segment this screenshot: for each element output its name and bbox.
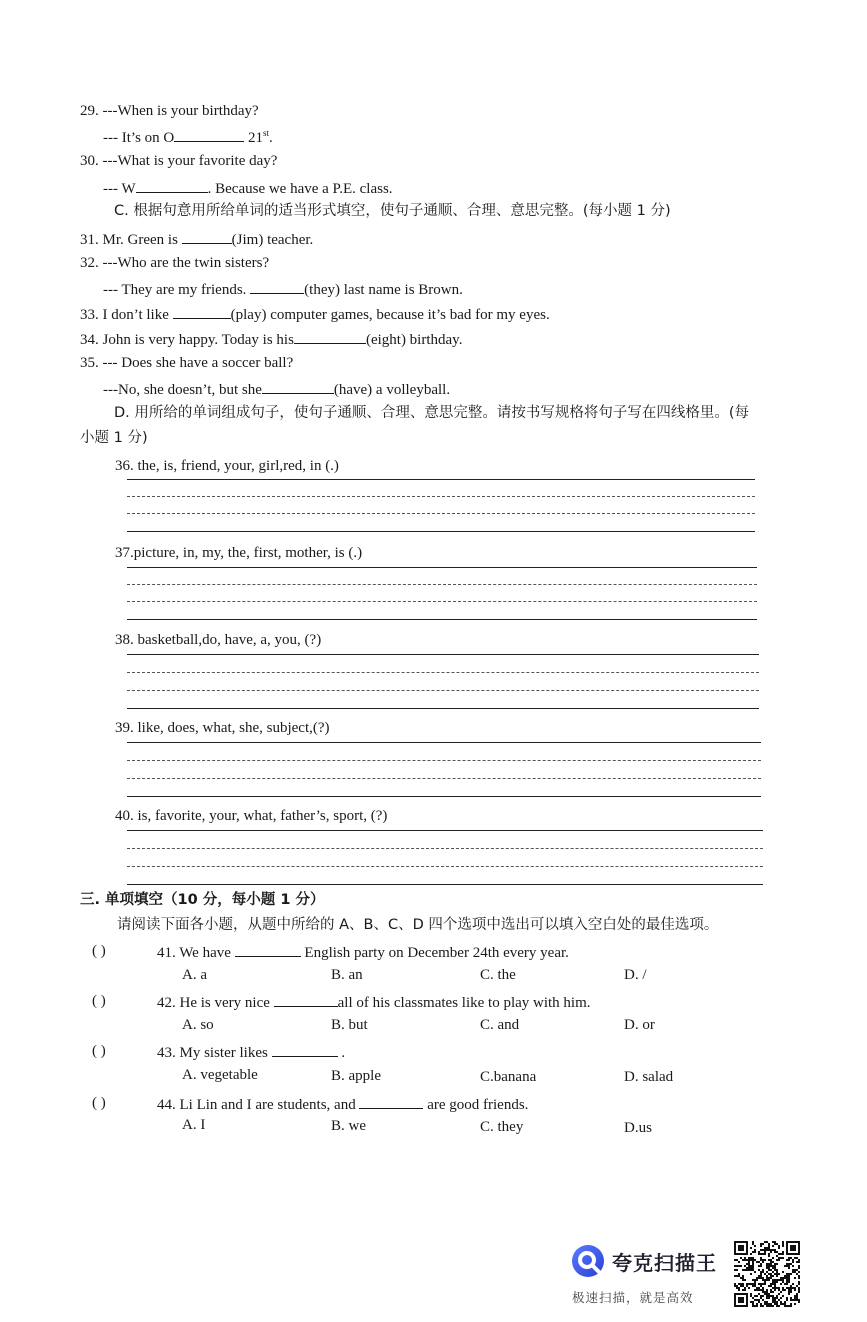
q30-answer-line <box>103 178 393 198</box>
q31-suffix: (Jim) teacher. <box>231 232 314 248</box>
q42-option-c[interactable]: C. and <box>480 1017 520 1033</box>
grid-line <box>127 513 755 514</box>
q32-question: 32. ---Who are the twin sisters? <box>80 255 270 271</box>
grid-line <box>127 760 761 761</box>
q43-stem-suffix: . <box>337 1045 346 1061</box>
q31 <box>80 229 313 249</box>
q29-day: 21 <box>248 130 263 146</box>
q44-option-d[interactable]: D.us <box>624 1120 652 1136</box>
grid-line <box>127 619 757 620</box>
grid-line <box>127 866 763 867</box>
q39-words: 39. like, does, what, she, subject,(?) <box>115 720 330 736</box>
q33 <box>80 304 550 324</box>
section-c-title: C. 根据句意用所给单词的适当形式填空，使句子通顺、合理、意思完整。(每小题 1 分) <box>114 203 671 219</box>
q42-stem <box>157 992 591 1012</box>
q30-answer-prefix: --- W <box>103 181 136 197</box>
q29-suffix: st <box>263 128 270 138</box>
grid-line <box>127 567 757 568</box>
q43-stem-prefix: 43. My sister likes <box>157 1045 272 1061</box>
q44-stem <box>157 1094 528 1114</box>
q41-option-d[interactable]: D. / <box>624 967 647 983</box>
section-3-instructions: 请阅读下面各小题，从题中所给的 A、B、C、D 四个选项中选出可以填入空白处的最佳选项。 <box>117 917 719 933</box>
q35-blank[interactable] <box>262 379 334 394</box>
q35-question: 35. --- Does she have a soccer ball? <box>80 355 294 371</box>
q33-suffix: (play) computer games, because it’s bad for my eyes. <box>230 307 550 323</box>
q42-stem-prefix: 42. He is very nice <box>157 995 274 1011</box>
q30-blank[interactable] <box>136 178 208 193</box>
q40-words: 40. is, favorite, your, what, father’s, sport, (?) <box>115 808 388 824</box>
grid-line <box>127 778 761 779</box>
grid-line <box>127 654 759 655</box>
q44-stem-suffix: are good friends. <box>423 1097 529 1113</box>
q42-option-b[interactable]: B. but <box>331 1017 368 1033</box>
q44-option-b[interactable]: B. we <box>331 1118 366 1134</box>
q29-period: . <box>269 130 273 146</box>
q41-stem-suffix: English party on December 24th every year. <box>300 945 569 961</box>
q42-answer-paren[interactable]: ( ) <box>92 993 106 1009</box>
q37-four-line-grid[interactable] <box>127 567 757 621</box>
q35-answer-line <box>103 379 450 399</box>
grid-line <box>127 884 763 885</box>
q35-suffix: (have) a volleyball. <box>333 382 451 398</box>
grid-line <box>127 672 759 673</box>
quark-logo-icon <box>570 1243 606 1279</box>
q34-prefix: 34. John is very happy. Today is his <box>80 332 294 348</box>
q42-option-d[interactable]: D. or <box>624 1017 655 1033</box>
q32-suffix: (they) last name is Brown. <box>304 282 463 298</box>
q42-blank <box>274 992 338 1007</box>
grid-line <box>127 848 763 849</box>
section-3-title: 三. 单项填空（10 分，每小题 1 分） <box>80 892 325 908</box>
q32-answer-line <box>103 279 463 299</box>
q41-answer-paren[interactable]: ( ) <box>92 943 106 959</box>
q44-stem-prefix: 44. Li Lin and I are students, and <box>157 1097 360 1113</box>
grid-line <box>127 601 757 602</box>
q44-answer-paren[interactable]: ( ) <box>92 1095 106 1111</box>
q36-words: 36. the, is, friend, your, girl,red, in (.) <box>115 458 339 474</box>
q41-option-a[interactable]: A. a <box>182 967 207 983</box>
q39-four-line-grid[interactable] <box>127 742 761 798</box>
q37-words: 37.picture, in, my, the, first, mother, is (.) <box>115 545 363 561</box>
q33-prefix: 33. I don’t like <box>80 307 173 323</box>
qr-code-icon <box>734 1241 800 1307</box>
grid-line <box>127 830 763 831</box>
grid-line <box>127 496 755 497</box>
q43-stem <box>157 1042 345 1062</box>
q41-stem-prefix: 41. We have <box>157 945 235 961</box>
grid-line <box>127 690 759 691</box>
q41-stem <box>157 942 569 962</box>
q29-answer-prefix: --- It’s on O <box>103 130 175 146</box>
q30-question: 30. ---What is your favorite day? <box>80 153 278 169</box>
q43-option-b[interactable]: B. apple <box>331 1068 381 1084</box>
q44-blank <box>359 1094 423 1109</box>
q29-answer-line <box>103 127 273 147</box>
q41-option-c[interactable]: C. the <box>480 967 516 983</box>
watermark-app-name: 夸克扫描王 <box>612 1251 717 1275</box>
q32-blank[interactable] <box>250 279 304 294</box>
q33-blank[interactable] <box>173 304 231 319</box>
q43-answer-paren[interactable]: ( ) <box>92 1043 106 1059</box>
grid-line <box>127 531 755 532</box>
q34 <box>80 329 462 349</box>
q43-option-a[interactable]: A. vegetable <box>182 1067 258 1083</box>
q42-option-a[interactable]: A. so <box>182 1017 214 1033</box>
q40-four-line-grid[interactable] <box>127 830 763 886</box>
grid-line <box>127 708 759 709</box>
watermark-slogan: 极速扫描，就是高效 <box>572 1290 694 1305</box>
q36-four-line-grid[interactable] <box>127 479 755 533</box>
q41-blank <box>235 942 301 957</box>
q44-option-c[interactable]: C. they <box>480 1119 524 1135</box>
q43-option-c[interactable]: C.banana <box>480 1069 537 1085</box>
q35-prefix: ---No, she doesn’t, but she <box>103 382 262 398</box>
q29-question: 29. ---When is your birthday? <box>80 103 259 119</box>
q32-prefix: --- They are my friends. <box>103 282 251 298</box>
q41-option-b[interactable]: B. an <box>331 967 363 983</box>
q44-option-a[interactable]: A. I <box>182 1117 206 1133</box>
q30-answer-suffix: . Because we have a P.E. class. <box>207 181 393 197</box>
section-d-title-line2: 小题 1 分) <box>80 430 148 446</box>
q43-option-d[interactable]: D. salad <box>624 1069 674 1085</box>
grid-line <box>127 584 757 585</box>
grid-line <box>127 796 761 797</box>
q38-four-line-grid[interactable] <box>127 654 759 710</box>
q38-words: 38. basketball,do, have, a, you, (?) <box>115 632 322 648</box>
grid-line <box>127 742 761 743</box>
section-d-title-line1: D. 用所给的单词组成句子，使句子通顺、合理、意思完整。请按书写规格将句子写在四线格里。(每 <box>114 405 750 421</box>
q34-blank[interactable] <box>294 329 366 344</box>
q42-stem-suffix: all of his classmates like to play with him. <box>337 995 591 1011</box>
q34-suffix: (eight) birthday. <box>365 332 463 348</box>
grid-line <box>127 479 755 480</box>
q31-prefix: 31. Mr. Green is <box>80 232 182 248</box>
q29-blank[interactable] <box>174 127 244 142</box>
q43-blank <box>272 1042 338 1057</box>
q31-blank[interactable] <box>182 229 232 244</box>
